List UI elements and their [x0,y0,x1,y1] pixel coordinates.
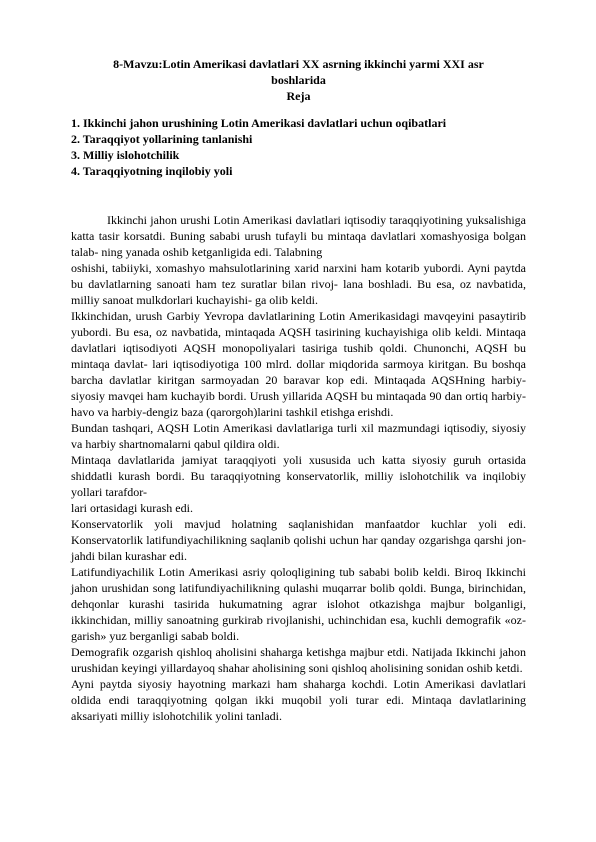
plan-list [71,115,526,179]
plan-heading: Reja [286,89,311,103]
page-content [71,44,526,724]
paragraph: Ikkinchidan, urush Garbiy Yevropa davlatlarining Lotin Amerikasidagi mavqeyini pasaytirib yubordi. Bu esa, oz navbatida, mintaqada AQSH tasirining kuchayishiga olib keldi. Mintaqa davlatlari iqtisodiyoti AQSH monopoliyalari tasiriga tushib qoldi. Chunonchi, AQSH bu mintaqa davlat- lari iqtisodiyotiga 100 mlrd. dollar miqdorida sarmoya kiritgan. Bu boshqa barcha davlatlar kiritgan sarmoyadan 20 baravar kop edi. Mintaqada AQSHning harbiy-siyosiy mavqei ham kuchayib bordi. Urush yillarida AQSH bu mintaqada 90 dan ortiq harbiy-havo va harbiy-dengiz baza (qarorgoh)larini tashkil etishga erishdi. [71,309,526,419]
title-line-1: 8-Mavzu:Lotin Amerikasi davlatlari XX asrning ikkinchi yarmi XXI asr [113,57,484,71]
paragraph: Bundan tashqari, AQSH Lotin Amerikasi davlatlariga turli xil mazmundagi iqtisodiy, siyosiy va harbiy shartnomalarni qabul qildira oldi. [71,421,526,451]
title-line-2: boshlarida [271,73,326,87]
plan-item: 3. Milliy islohotchilik [71,148,180,162]
paragraph: Latifundiyachilik Lotin Amerikasi asriy qoloqligining tub sababi bolib keldi. Biroq Ikkinchi jahon urushidan song latifundiyachilikning qulashi muqarrar bolib qoldi. Bunga, birinchidan, dehqonlar kurashi tasirida hukumatning agrar islohot otkazishga majbur bolganligi, ikkinchidan, milliy sanoatning gurkirab rivojlanishi, uchinchidan esa, kuchli demografik «oz- garish» yuz berganligi sabab boldi. [71,565,526,643]
paragraph: Mintaqa davlatlarida jamiyat taraqqiyoti yoli xususida uch katta siyosiy guruh ortasida shiddatli kurash bordi. Bu taraqqiyotning konservatorlik, milliy islohotchilik va inqilobiy yollari tarafdor- [71,453,526,499]
paragraph: Demografik ozgarish qishloq aholisini shaharga ketishga majbur etdi. Natijada Ikkinchi jahon urushidan keyingi yillardayoq shahar aholisining soni qishloq aholisining sonidan oshib ketdi. [71,645,526,675]
paragraph: Konservatorlik yoli mavjud holatning saqlanishidan manfaatdor kuchlar yoli edi. Konservatorlik latifundiyachilikning saqlanib qolishi uchun har qanday ozgarishga qarshi jon-jahdi bilan kurashar edi. [71,517,526,563]
body-text [71,212,526,724]
plan-item: 2. Taraqqiyot yollarining tanlanishi [71,132,253,146]
paragraph: oshishi, tabiiyki, xomashyo mahsulotlarining xarid narxini ham kotarib yubordi. Ayni paytda bu davlatlarning sanoati ham tez suratlar bilan rivoj- lana boshladi. Bu esa, oz navbatida, milliy sanoat mulkdorlari kuchayishi- ga olib keldi. [71,261,526,307]
paragraph: lari ortasidagi kurash edi. [71,501,193,515]
plan-item: 4. Taraqqiyotning inqilobiy yoli [71,164,233,178]
paragraph: Ayni paytda siyosiy hayotning markazi ham shaharga kochdi. Lotin Amerikasi davlatlari oldida endi taraqqiyotning qolgan ikki muqobil yoli turar edi. Mintaqa davlatlarining aksariyati milliy islohotchilik yolini tanladi. [71,677,526,723]
plan-item: 1. Ikkinchi jahon urushining Lotin Amerikasi davlatlari uchun oqibatlari [71,116,447,130]
document-title [71,56,526,88]
paragraph: Ikkinchi jahon urushi Lotin Amerikasi davlatlari iqtisodiy taraqqiyotining yuksalishiga katta tasir korsatdi. Buning sababi urush tufayli bu mintaqa davlatlari xomashyosiga bolgan talab- ning yanada oshib ketganligida edi. Talabning [71,213,526,259]
